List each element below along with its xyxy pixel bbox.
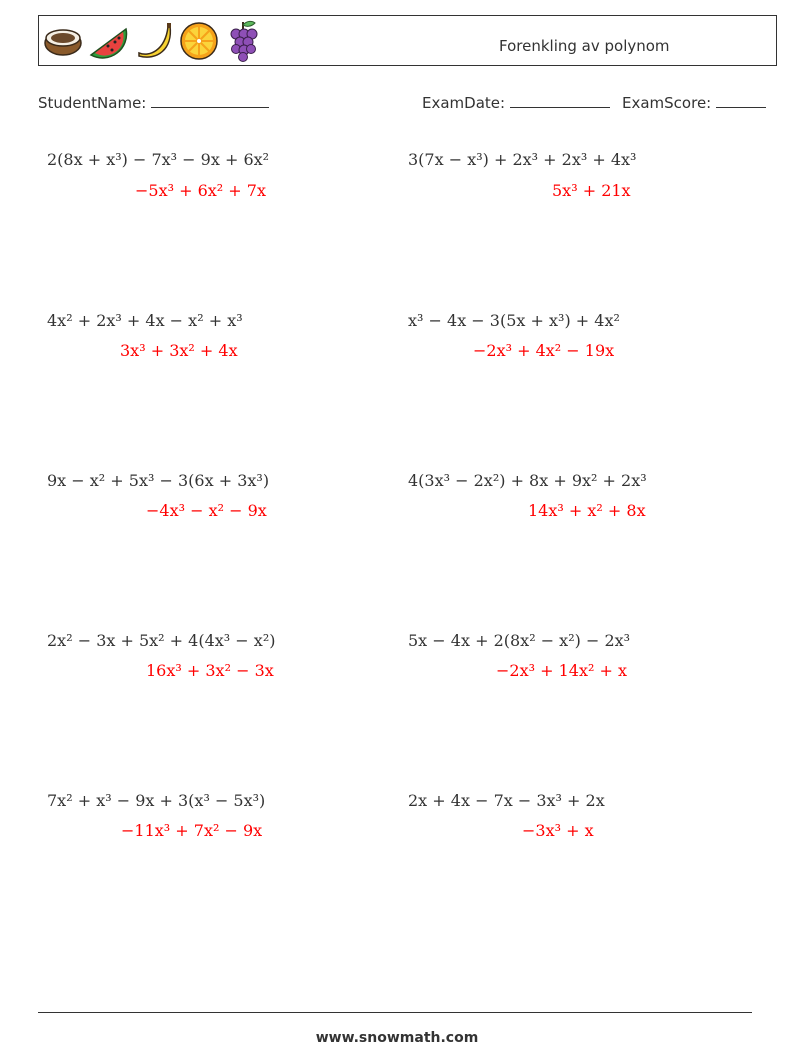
footer-site: www.snowmath.com: [315, 1030, 479, 1046]
problem-expression: 3(7x − x³) + 2x³ + 2x³ + 4x³: [408, 150, 637, 169]
problem-expression: 4x² + 2x³ + 4x − x² + x³: [47, 311, 243, 330]
exam-date-field[interactable]: [422, 93, 610, 112]
problem-answer: −4x³ − x² − 9x: [146, 501, 267, 520]
exam-score-label: ExamScore:: [622, 94, 712, 112]
orange-icon: [178, 21, 220, 61]
problem-answer: −5x³ + 6x² + 7x: [135, 181, 266, 200]
problem-answer: −3x³ + x: [522, 821, 594, 840]
coconut-icon: [43, 21, 83, 61]
student-name-field[interactable]: [38, 93, 269, 112]
problem-answer: 3x³ + 3x² + 4x: [120, 341, 238, 360]
worksheet-header: [38, 15, 777, 66]
problem-expression: 2x + 4x − 7x − 3x³ + 2x: [408, 791, 605, 810]
problem-expression: x³ − 4x − 3(5x + x³) + 4x²: [408, 311, 620, 330]
problem-answer: −2x³ + 4x² − 19x: [473, 341, 615, 360]
problem-answer: 16x³ + 3x² − 3x: [146, 661, 274, 680]
footer-divider: [38, 1012, 752, 1013]
banana-icon: [135, 21, 173, 61]
problem-expression: 2(8x + x³) − 7x³ − 9x + 6x²: [47, 150, 270, 169]
grapes-icon: [225, 19, 261, 63]
problem-expression: 2x² − 3x + 5x² + 4(4x³ − x²): [47, 631, 276, 650]
fruit-icons: [43, 19, 261, 63]
exam-date-line[interactable]: [510, 93, 610, 108]
watermelon-icon: [88, 21, 130, 61]
problem-expression: 9x − x² + 5x³ − 3(6x + 3x³): [47, 471, 270, 490]
problem-answer: −2x³ + 14x² + x: [496, 661, 627, 680]
exam-score-line[interactable]: [716, 93, 766, 108]
problem-expression: 7x² + x³ − 9x + 3(x³ − 5x³): [47, 791, 266, 810]
problem-answer: −11x³ + 7x² − 9x: [121, 821, 263, 840]
problem-expression: 4(3x³ − 2x²) + 8x + 9x² + 2x³: [408, 471, 647, 490]
exam-date-label: ExamDate:: [422, 94, 506, 112]
problem-expression: 5x − 4x + 2(8x² − x²) − 2x³: [408, 631, 631, 650]
problem-answer: 14x³ + x² + 8x: [528, 501, 646, 520]
exam-score-field[interactable]: [622, 93, 766, 112]
worksheet-title: Forenkling av polynom: [499, 37, 670, 55]
student-name-line[interactable]: [151, 93, 269, 108]
student-name-label: StudentName:: [38, 94, 147, 112]
problem-answer: 5x³ + 21x: [552, 181, 631, 200]
